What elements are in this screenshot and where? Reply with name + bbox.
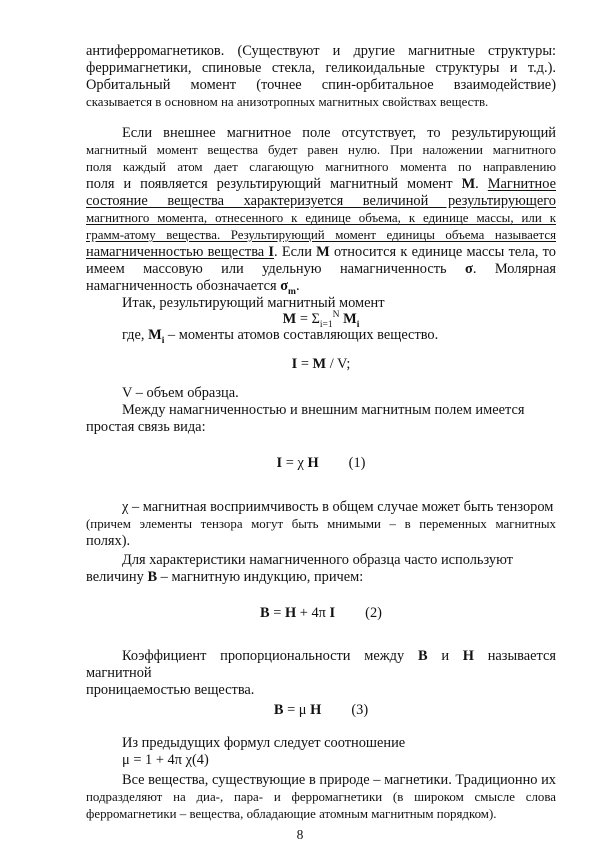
text-span: Если — [281, 244, 312, 260]
superscript: N — [332, 310, 340, 321]
text-line: полях). — [86, 533, 131, 549]
text-line: имеем массовую или удельную намагниченность σ. Молярная — [86, 261, 556, 277]
symbol-h: H — [307, 455, 319, 471]
text-line: проницаемостью вещества. — [86, 682, 255, 698]
formula-sum — [86, 311, 556, 328]
symbol-b: B — [260, 605, 270, 621]
symbol-m: M — [316, 244, 330, 260]
subscript: i — [161, 335, 165, 346]
formula-3 — [86, 702, 556, 719]
paragraph-atomic-moments — [86, 327, 556, 344]
formula-2 — [86, 605, 556, 622]
symbol-sigma-m — [280, 278, 296, 297]
symbol-m: M — [282, 311, 297, 327]
text-line: антиферромагнетиков. (Существуют и другие магнитные структуры: — [86, 43, 556, 59]
symbol-m: M — [148, 327, 162, 343]
paragraph-magnetization — [86, 125, 556, 295]
text-span: = μ — [283, 702, 311, 718]
symbol-h: H — [310, 702, 322, 718]
text-span: – магнитную индукцию, причем: — [160, 569, 364, 585]
text-line: Из предыдущих формул следует соотношение — [122, 735, 406, 751]
text-line: χ – магнитная восприимчивость в общем случае может быть тензором — [122, 499, 554, 515]
symbol-sigma: σ — [464, 261, 473, 277]
symbol-h: H — [284, 605, 297, 621]
text-line: намагниченностью вещества I. Если M относится к единице массы тела, то — [86, 244, 556, 260]
text-span: / V; — [326, 356, 351, 372]
text-line: состояние вещества характеризуется величиной результирующего — [86, 193, 556, 209]
paragraph-susceptibility — [86, 499, 556, 550]
text-span: и — [441, 648, 450, 664]
text-line: Орбитальный момент (точнее спин-орбитальное взаимодействие) — [86, 77, 556, 93]
equation-number: (2) — [365, 605, 382, 621]
subscript: m — [288, 286, 296, 297]
text-span: = — [297, 356, 313, 372]
text-line: Для характеристики намагниченного образца часто используют — [122, 552, 513, 568]
text-span: Коэффициент пропорциональности между — [122, 648, 405, 664]
text-line: поля и появляется результирующий магнитный момент M. Магнитное — [86, 176, 556, 192]
page-number: 8 — [296, 827, 304, 842]
paragraph-permeability — [86, 648, 556, 699]
paragraph-relation — [86, 402, 556, 436]
text-span: где, — [122, 327, 149, 343]
text-span: Молярная — [494, 261, 556, 277]
symbol-i: I — [329, 605, 336, 621]
paragraph-volume — [86, 385, 556, 402]
formula-4: μ = 1 + 4π χ(4) — [122, 752, 209, 768]
symbol-b: B — [417, 648, 428, 664]
text-line — [86, 648, 556, 682]
symbol-i: I — [268, 244, 275, 260]
symbol-h: H — [462, 648, 474, 664]
text-line: Все вещества, существующие в природе – магнетики. Традиционно их — [122, 772, 556, 788]
text-line: подразделяют на диа-, пара- и ферромагнетики (в широком смысле слова — [86, 790, 556, 804]
text-span: – моменты атомов составляющих вещество. — [164, 327, 439, 343]
symbol-b: B — [147, 569, 158, 585]
text-line: намагниченность обозначается $\sigma_m$. — [86, 278, 300, 297]
symbol-m: M — [343, 311, 357, 327]
text-span: называется магнитной — [86, 648, 557, 681]
equation-number: (1) — [348, 455, 366, 471]
text-line: магнитного момента, отнесенного к единице объема, к единице массы, или к — [86, 211, 556, 225]
text-line: грамм-атому вещества. Результирующий момент единицы объема называется — [86, 228, 556, 242]
paragraph-induction — [86, 552, 556, 586]
subscript: i — [356, 319, 360, 330]
paragraph-magnetics — [86, 772, 556, 823]
formula-1 — [86, 455, 556, 472]
text-line: поля каждый атом дает слагающую магнитного момента по направлению — [86, 160, 556, 174]
subscript: i=1 — [319, 319, 333, 330]
text-span: намагниченность обозначается — [86, 278, 277, 294]
symbol-text: σ — [280, 278, 289, 294]
symbol-m: M — [461, 176, 476, 192]
text-line: V – объем образца. — [122, 385, 239, 401]
text-span: Магнитное — [487, 176, 556, 192]
text-span: относится к единице массы тела, то — [334, 244, 556, 260]
paragraph-structures — [86, 43, 556, 111]
text-span: = χ — [282, 455, 308, 471]
paragraph-sum-intro — [86, 295, 556, 312]
text-line: простая связь вида: — [86, 419, 206, 435]
formula-magnetization — [86, 356, 556, 373]
text-line: ферримагнетики, спиновые стекла, геликоидальные структуры и т.д.). — [86, 60, 556, 76]
text-line: (причем элементы тензора могут быть мнимыми – в переменных магнитных — [86, 517, 556, 531]
symbol-m: M — [312, 356, 327, 372]
text-line: магнитный момент вещества будет равен нулю. При наложении магнитного — [86, 143, 556, 157]
equation-number: (3) — [351, 702, 369, 718]
text-line — [86, 569, 556, 586]
text-line: ферромагнетики – вещества, обладающие атомным магнитным порядком). — [86, 807, 497, 821]
symbol-i: I — [276, 455, 283, 471]
text-line: Между намагниченностью и внешним магнитным полем имеется — [122, 402, 525, 418]
text-line: Итак, результирующий магнитный момент — [122, 295, 385, 311]
text-span: поля и появляется результирующий магнитный момент — [86, 176, 453, 192]
text-span: имеем массовую или удельную намагниченность — [86, 261, 447, 277]
text-span: намагниченностью вещества — [86, 244, 265, 260]
text-span: = Σ — [296, 311, 320, 327]
text-line: сказывается в основном на анизотропных магнитных свойствах веществ. — [86, 95, 489, 109]
text-span: величину — [86, 569, 144, 585]
symbol-i: I — [291, 356, 298, 372]
paragraph-relation-mu — [86, 735, 556, 769]
text-span: = — [269, 605, 285, 621]
text-line: Если внешнее магнитное поле отсутствует, то результирующий — [122, 125, 556, 141]
text-line — [86, 327, 556, 344]
text-span: + 4π — [296, 605, 330, 621]
symbol-b: B — [273, 702, 284, 718]
